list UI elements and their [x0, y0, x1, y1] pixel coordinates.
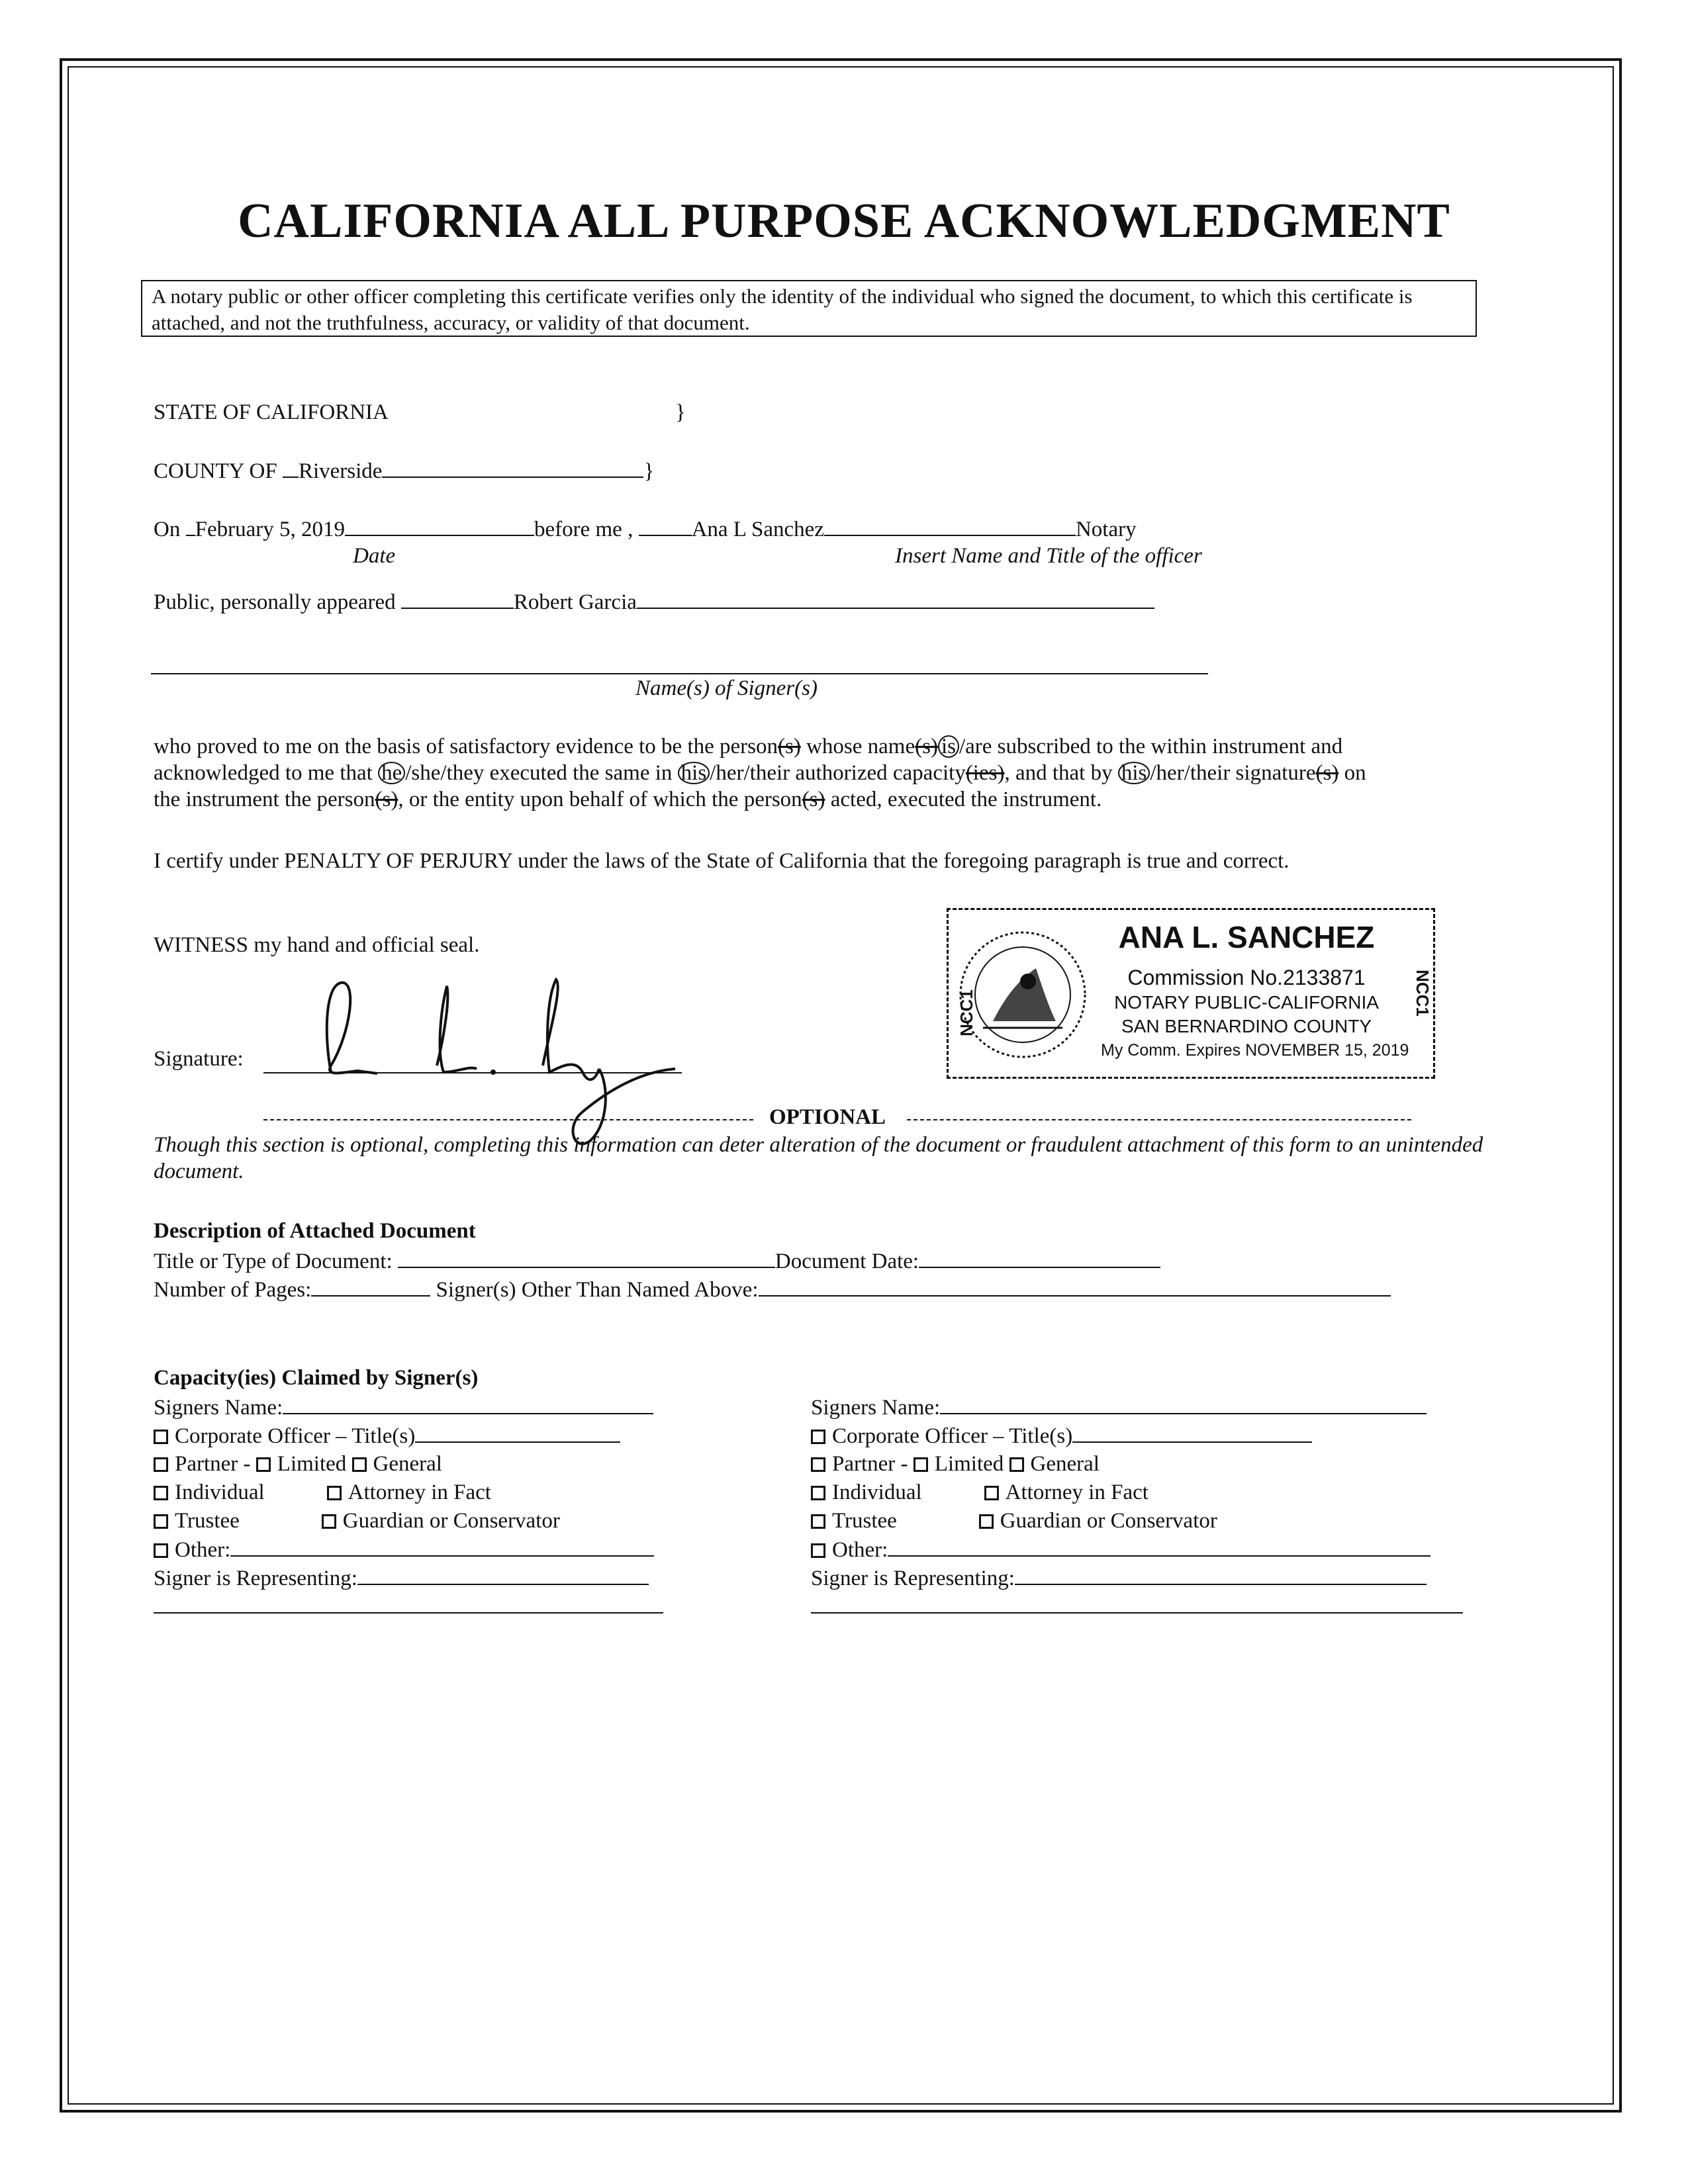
seal-county: SAN BERNARDINO COUNTY [1121, 1016, 1372, 1036]
individual-checkbox[interactable] [154, 1486, 168, 1500]
seal-expires: My Comm. Expires NOVEMBER 15, 2019 [1101, 1041, 1409, 1060]
right-representing-field[interactable] [1015, 1564, 1427, 1585]
circled-is: is [938, 735, 959, 758]
other-signers-field[interactable] [759, 1275, 1391, 1297]
doc-title-field[interactable] [398, 1247, 775, 1268]
date-value: February 5, 2019 [195, 518, 345, 541]
strike-s-4: (s) [1315, 761, 1339, 785]
guardian-checkbox[interactable] [322, 1514, 336, 1529]
strike-s-6: (s) [802, 788, 825, 811]
strike-ies: (ies) [965, 761, 1005, 785]
county-value: Riverside [298, 459, 383, 483]
notary-label: Notary [1075, 518, 1137, 541]
doc-title-label: Title or Type of Document: [154, 1250, 393, 1273]
strike-s-5: (s) [375, 788, 399, 811]
trustee-checkbox[interactable] [154, 1514, 168, 1529]
acknowledgment-paragraph: who proved to me on the basis of satisfactory evidence to be the person(s) whose name(s) is /are subscribed to the within instrument and acknowledged to me that he /she/they executed the same in his /her/their authorized capacity(ies), and that by his /her/their signature(s) on the instrument the person(s), or the entity upon behalf of which the person(s) acted, executed the instrument. [154, 735, 1366, 811]
seal-code-right: NCC1 [1412, 970, 1432, 1017]
signature-label: Signature: [154, 1047, 244, 1071]
doc-date-label: Document Date: [774, 1250, 919, 1273]
left-signers-name-field[interactable] [283, 1393, 653, 1414]
officer-value: Ana L Sanchez [691, 518, 824, 541]
optional-divider-left [263, 1119, 753, 1120]
capacity-column-right: Signers Name: Corporate Officer – Title(s) Partner - Limited General Individual Attorney in Fact Trustee Guardian or Conservator Other: Signer is Representing: [811, 1393, 1463, 1621]
state-label: STATE OF CALIFORNIA [154, 400, 389, 424]
witness-text: WITNESS my hand and official seal. [154, 933, 480, 957]
attorney-checkbox[interactable] [984, 1486, 999, 1500]
limited-checkbox[interactable] [914, 1457, 928, 1472]
optional-divider-right [907, 1119, 1411, 1120]
individual-checkbox[interactable] [811, 1486, 825, 1500]
doc-date-field[interactable] [919, 1247, 1160, 1268]
state-brace: } [675, 400, 686, 424]
circled-his-2: his [1118, 762, 1150, 784]
attached-doc-heading: Description of Attached Document [154, 1219, 476, 1243]
capacity-column-left: Signers Name: Corporate Officer – Title(s) Partner - Limited General Individual Attorney in Fact Trustee Guardian or Conservator Other: Signer is Representing: [154, 1393, 663, 1621]
general-checkbox[interactable] [352, 1457, 367, 1472]
other-checkbox[interactable] [154, 1543, 168, 1558]
pages-label: Number of Pages: [154, 1278, 312, 1302]
signers-name-line [151, 673, 1208, 674]
circled-his-1: his [678, 762, 710, 784]
seal-commission: Commission No.2133871 [1127, 966, 1366, 989]
strike-s-2: (s) [915, 735, 938, 758]
circled-he: he [378, 762, 405, 784]
attorney-checkbox[interactable] [327, 1486, 342, 1500]
other-checkbox[interactable] [811, 1543, 825, 1558]
county-brace: } [643, 459, 655, 483]
right-signers-name-field[interactable] [940, 1393, 1427, 1414]
limited-checkbox[interactable] [256, 1457, 271, 1472]
seal-code-left: NCC1 [956, 989, 976, 1036]
seal-name: ANA L. SANCHEZ [1118, 920, 1375, 954]
appeared-label: Public, personally appeared [154, 590, 396, 614]
corporate-officer-checkbox[interactable] [811, 1430, 825, 1444]
on-label: On [154, 518, 181, 541]
disclaimer-box: A notary public or other officer completing this certificate verifies only the identity of the individual who signed the document, to which this certificate is attached, and not the truthfulness, accuracy, or validity of that document. [141, 280, 1477, 337]
trustee-checkbox[interactable] [811, 1514, 825, 1529]
page-border-inner [68, 66, 1614, 2105]
certify-text: I certify under PENALTY OF PERJURY under the laws of the State of California that the foregoing paragraph is true and correct. [154, 849, 1289, 873]
county-label: COUNTY OF [154, 459, 277, 483]
corporate-officer-checkbox[interactable] [154, 1430, 168, 1444]
other-signers-label: Signer(s) Other Than Named Above: [436, 1278, 759, 1302]
signers-caption: Name(s) of Signer(s) [635, 676, 818, 700]
capacity-heading: Capacity(ies) Claimed by Signer(s) [154, 1366, 479, 1390]
pages-field[interactable] [311, 1275, 430, 1297]
document-title: CALIFORNIA ALL PURPOSE ACKNOWLEDGMENT [238, 194, 1450, 248]
optional-label: OPTIONAL [769, 1105, 886, 1129]
left-representing-field[interactable] [357, 1564, 649, 1585]
seal-title: NOTARY PUBLIC-CALIFORNIA [1114, 992, 1379, 1013]
guardian-checkbox[interactable] [979, 1514, 994, 1529]
signer-value: Robert Garcia [513, 590, 637, 614]
notary-seal-stamp [947, 908, 1435, 1079]
date-caption: Date [353, 544, 396, 568]
handwritten-signature [305, 973, 675, 1152]
optional-note: Though this section is optional, completing this information can deter alteration of the document or fraudulent attachment of this form to an unintended document. [154, 1133, 1483, 1183]
strike-s-1: (s) [777, 735, 801, 758]
general-checkbox[interactable] [1009, 1457, 1024, 1472]
officer-caption: Insert Name and Title of the officer [895, 544, 1202, 568]
partner-checkbox[interactable] [811, 1457, 825, 1472]
partner-checkbox[interactable] [154, 1457, 168, 1472]
before-me-label: before me , [534, 518, 633, 541]
